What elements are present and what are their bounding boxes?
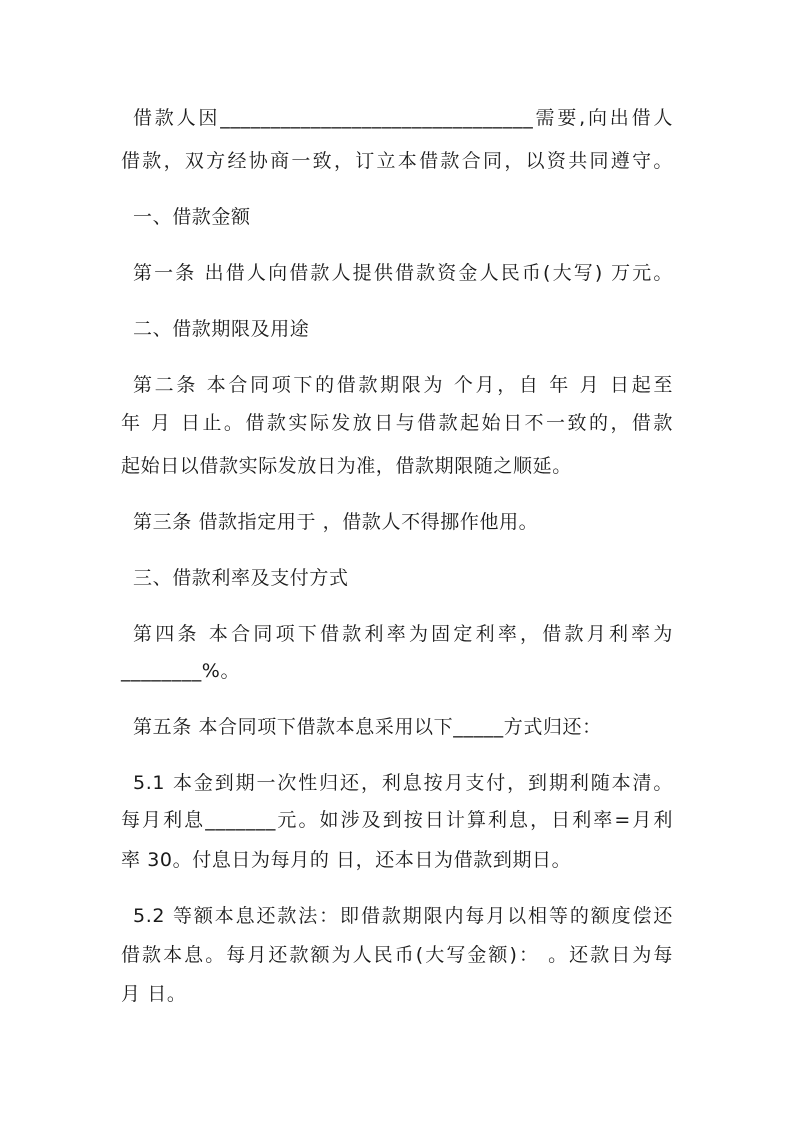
article-5: 第五条 本合同项下借款本息采用以下_____方式归还： [133,716,602,738]
article-2-line-1: 第二条 本合同项下的借款期限为 个月，自 年 月 日起至 [133,374,673,396]
intro-line-2: 借款，双方经协商一致，订立本借款合同，以资共同遵守。 [121,150,673,172]
section-1-heading: 一、借款金额 [133,206,251,228]
article-2-line-3: 起始日以借款实际发放日为准，借款期限随之顺延。 [121,455,572,477]
article-4-line-2: ________%。 [121,660,241,682]
clause-5-1-line-3: 率 30。付息日为每月的 日，还本日为借款到期日。 [121,849,572,871]
clause-5-1-line-2: 每月利息_______元。如涉及到按日计算利息，日利率=月利 [121,809,673,831]
article-1: 第一条 出借人向借款人提供借款资金人民币(大写) 万元。 [133,262,673,284]
clause-5-2-line-2: 借款本息。每月还款额为人民币(大写金额)： 。还款日为每 [121,944,673,966]
clause-5-2-line-1: 5.2 等额本息还款法：即借款期限内每月以相等的额度偿还 [133,905,673,927]
clause-5-2-line-3: 月 日。 [121,983,187,1005]
article-3: 第三条 借款指定用于 ，借款人不得挪作他用。 [133,511,539,533]
article-2-line-2: 年 月 日止。借款实际发放日与借款起始日不一致的，借款 [121,412,673,434]
section-3-heading: 三、借款利率及支付方式 [133,567,349,589]
clause-5-1-line-1: 5.1 本金到期一次性归还，利息按月支付，到期利随本清。 [133,772,673,794]
intro-line-1: 借款人因_______________________________需要,向出借人 [133,107,673,129]
article-4-line-1: 第四条 本合同项下借款利率为固定利率，借款月利率为 [133,623,673,645]
section-2-heading: 二、借款期限及用途 [133,318,310,340]
